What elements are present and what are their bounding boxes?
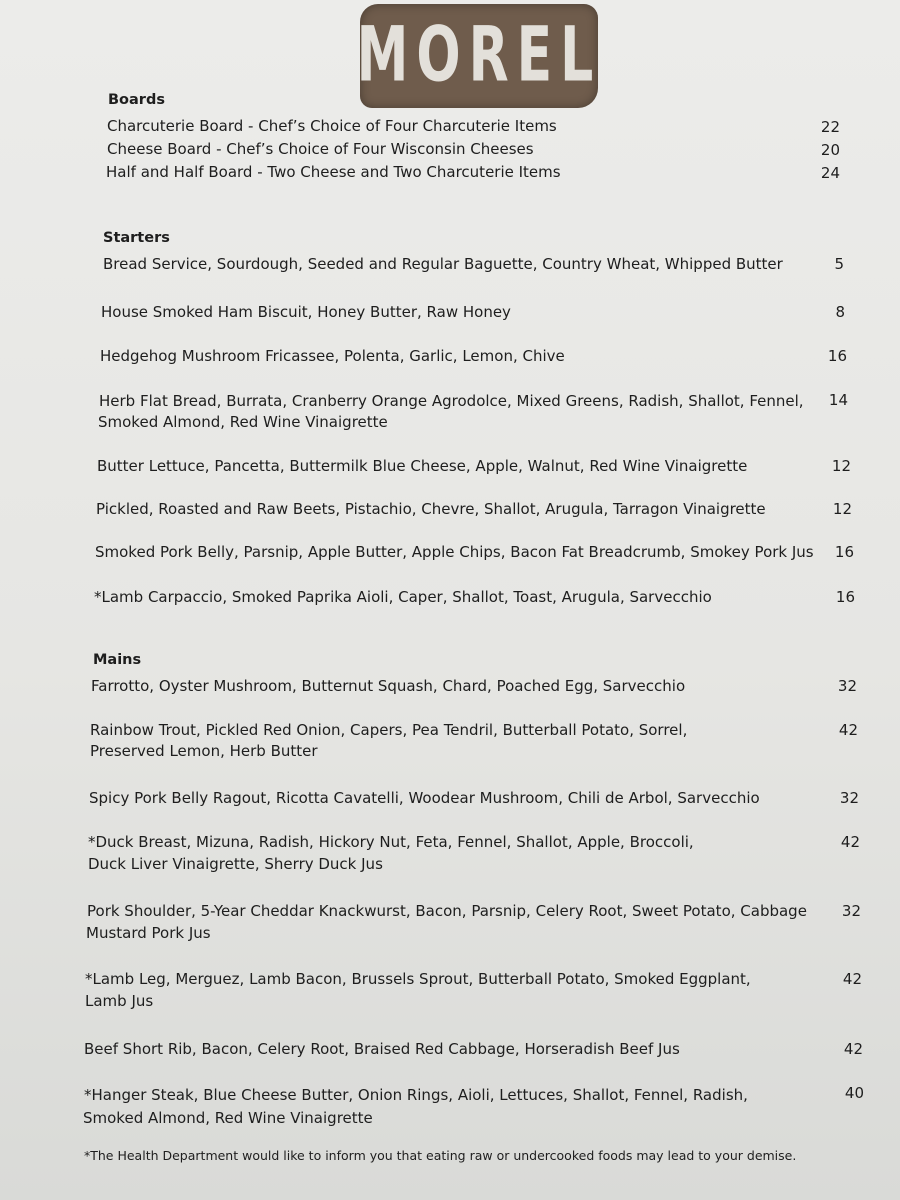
board-item-charcuterie: Charcuterie Board - Chef’s Choice of Four Charcuterie Items [107, 117, 557, 135]
main-item-pork-shoulder: Pork Shoulder, 5-Year Cheddar Knackwurst, Bacon, Parsnip, Celery Root, Sweet Potato, Cabbage [87, 902, 807, 920]
starter-price-herb-flat-bread: 14 [828, 391, 848, 409]
section-boards-heading: Boards [108, 92, 165, 108]
main-price-duck-breast: 42 [840, 833, 860, 851]
board-price-cheese: 20 [820, 141, 840, 159]
main-item-lamb-leg: *Lamb Leg, Merguez, Lamb Bacon, Brussels Sprout, Butterball Potato, Smoked Eggplant, [85, 970, 751, 988]
main-item-hanger-steak: *Hanger Steak, Blue Cheese Butter, Onion Rings, Aioli, Lettuces, Shallot, Fennel, Radish, [84, 1086, 748, 1104]
main-item-rainbow-trout-line2: Preserved Lemon, Herb Butter [90, 742, 318, 760]
main-item-spicy-pork-belly: Spicy Pork Belly Ragout, Ricotta Cavatelli, Woodear Mushroom, Chili de Arbol, Sarvecchio [89, 789, 760, 807]
main-price-spicy-pork-belly: 32 [839, 789, 859, 807]
starter-item-ham-biscuit: House Smoked Ham Biscuit, Honey Butter, Raw Honey [101, 303, 511, 321]
starter-price-beets: 12 [832, 500, 852, 518]
main-item-rainbow-trout: Rainbow Trout, Pickled Red Onion, Capers, Pea Tendril, Butterball Potato, Sorrel, [90, 721, 688, 739]
starter-price-bread-service: 5 [834, 255, 844, 273]
starter-item-herb-flat-bread-line2: Smoked Almond, Red Wine Vinaigrette [98, 413, 388, 431]
main-price-farrotto: 32 [837, 677, 857, 695]
main-price-beef-short-rib: 42 [843, 1040, 863, 1058]
board-item-cheese: Cheese Board - Chef’s Choice of Four Wisconsin Cheeses [107, 140, 534, 158]
main-price-pork-shoulder: 32 [841, 902, 861, 920]
starter-item-smoked-pork-belly: Smoked Pork Belly, Parsnip, Apple Butter, Apple Chips, Bacon Fat Breadcrumb, Smokey Pork Jus [95, 543, 814, 561]
board-price-charcuterie: 22 [820, 118, 840, 136]
starter-item-bread-service: Bread Service, Sourdough, Seeded and Regular Baguette, Country Wheat, Whipped Butter [103, 255, 783, 273]
main-item-duck-breast-line2: Duck Liver Vinaigrette, Sherry Duck Jus [88, 855, 383, 873]
section-starters-heading: Starters [103, 230, 170, 246]
starter-item-lamb-carpaccio: *Lamb Carpaccio, Smoked Paprika Aioli, Caper, Shallot, Toast, Arugula, Sarvecchio [94, 588, 712, 606]
main-price-hanger-steak: 40 [844, 1084, 864, 1102]
main-item-lamb-leg-line2: Lamb Jus [85, 992, 154, 1010]
main-price-rainbow-trout: 42 [838, 721, 858, 739]
main-price-lamb-leg: 42 [842, 970, 862, 988]
main-item-farrotto: Farrotto, Oyster Mushroom, Butternut Squash, Chard, Poached Egg, Sarvecchio [91, 677, 686, 695]
board-price-half-and-half: 24 [820, 164, 840, 182]
starter-price-butter-lettuce: 12 [831, 457, 851, 475]
board-item-half-and-half: Half and Half Board - Two Cheese and Two Charcuterie Items [106, 163, 561, 181]
restaurant-logo [356, 4, 602, 108]
starter-item-butter-lettuce: Butter Lettuce, Pancetta, Buttermilk Blue Cheese, Apple, Walnut, Red Wine Vinaigrette [97, 457, 748, 475]
starter-item-hedgehog-mushroom: Hedgehog Mushroom Fricassee, Polenta, Garlic, Lemon, Chive [100, 347, 565, 365]
section-mains-heading: Mains [93, 652, 142, 668]
main-item-hanger-steak-line2: Smoked Almond, Red Wine Vinaigrette [83, 1109, 373, 1127]
starter-price-smoked-pork-belly: 16 [834, 543, 854, 561]
starter-item-herb-flat-bread: Herb Flat Bread, Burrata, Cranberry Orange Agrodolce, Mixed Greens, Radish, Shallot, Fennel, [99, 392, 804, 410]
starter-price-ham-biscuit: 8 [835, 303, 845, 321]
main-item-pork-shoulder-line2: Mustard Pork Jus [86, 924, 211, 942]
main-item-duck-breast: *Duck Breast, Mizuna, Radish, Hickory Nut, Feta, Fennel, Shallot, Apple, Broccoli, [88, 833, 694, 851]
starter-item-beets: Pickled, Roasted and Raw Beets, Pistachio, Chevre, Shallot, Arugula, Tarragon Vinaigrette [96, 500, 766, 518]
starter-price-hedgehog-mushroom: 16 [827, 347, 847, 365]
starter-price-lamb-carpaccio: 16 [835, 588, 855, 606]
health-department-footnote: *The Health Department would like to inform you that eating raw or undercooked foods may lead to your demise. [84, 1148, 797, 1163]
main-item-beef-short-rib: Beef Short Rib, Bacon, Celery Root, Braised Red Cabbage, Horseradish Beef Jus [84, 1040, 680, 1058]
logo-text: MOREL [356, 12, 602, 100]
